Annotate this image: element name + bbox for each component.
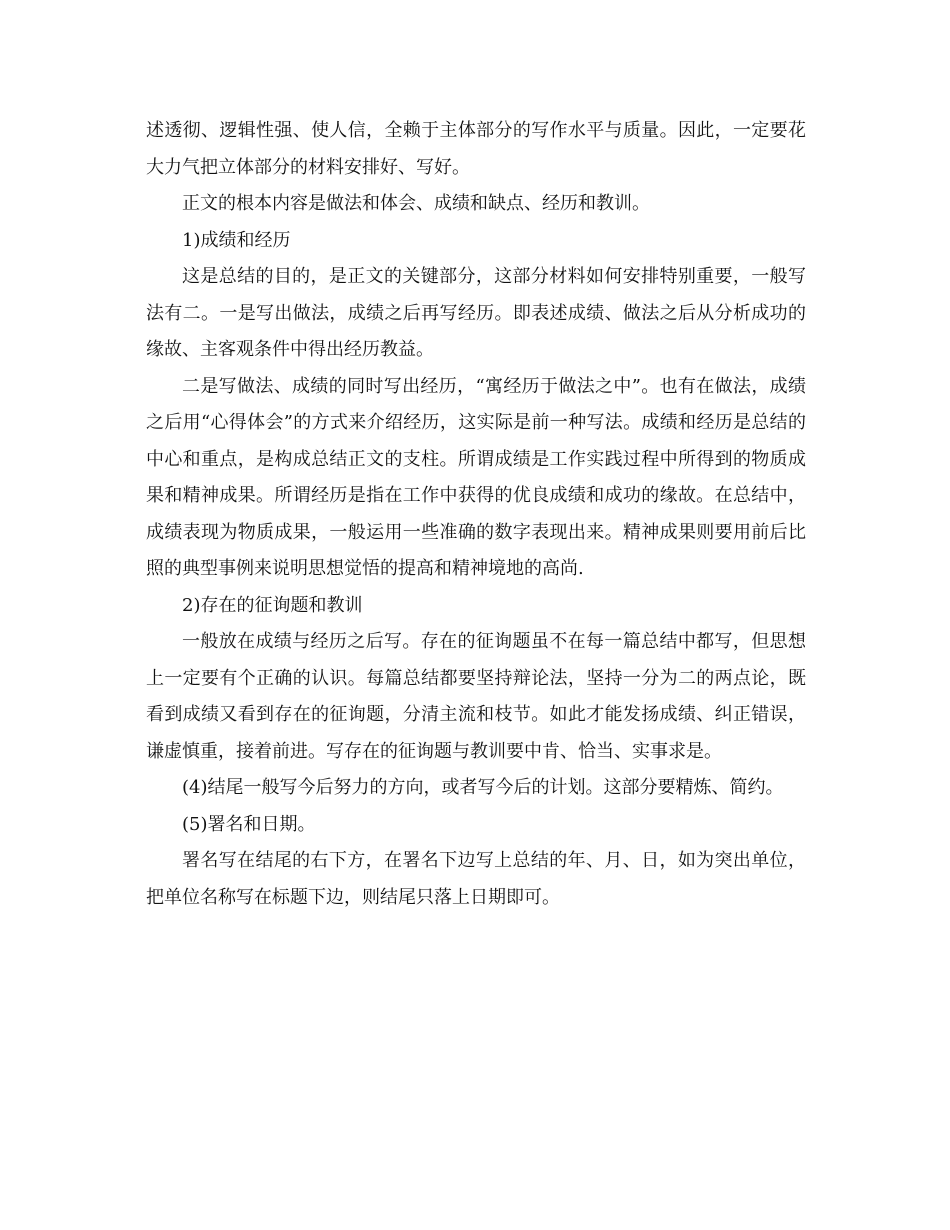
paragraph-3: 这是总结的目的，是正文的关键部分，这部分材料如何安排特别重要，一般写法有二。一是写出做法，成绩之后再写经历。即表述成绩、做法之后从分析成功的缘故、主客观条件中得出经历教益。	[146, 266, 806, 360]
paragraph-8: 署名写在结尾的右下方，在署名下边写上总结的年、月、日，如为突出单位，把单位名称写在标题下边，则结尾只落上日期即可。	[146, 850, 806, 908]
paragraph-6: (4)结尾一般写今后努力的方向，或者写今后的计划。这部分要精炼、简约。	[182, 777, 784, 798]
paragraph-4: 二是写做法、成绩的同时写出经历，“寓经历于做法之中”。也有在做法，成绩之后用“心得体会”的方式来介绍经历，这实际是前一种写法。成绩和经历是总结的中心和重点，是构成总结正文的支柱。所谓成绩是工作实践过程中所得到的物质成果和精神成果。所谓经历是指在工作中获得的优良成绩和成功的缘故。在总结中，成绩表现为物质成果，一般运用一些准确的数字表现出来。精神成果则要用前后比照的典型事例来说明思想觉悟的提高和精神境地的高尚.	[146, 375, 806, 579]
paragraph-5: 一般放在成绩与经历之后写。存在的征询题虽不在每一篇总结中都写，但思想上一定要有个正确的认识。每篇总结都要坚持辩论法，坚持一分为二的两点论，既看到成绩又看到存在的征询题，分清主流和枝节。如此才能发扬成绩、纠正错误，谦虚慎重，接着前进。写存在的征询题与教训要中肯、恰当、实事求是。	[146, 631, 806, 762]
section-heading-problems: 2)存在的征询题和教训	[182, 594, 363, 616]
paragraph-2: 正文的根本内容是做法和体会、成绩和缺点、经历和教训。	[182, 193, 650, 214]
paragraph-7: (5)署名和日期。	[182, 813, 316, 835]
paragraph-1: 述透彻、逻辑性强、使人信，全赖于主体部分的写作水平与质量。因此，一定要花大力气把立体部分的材料安排好、写好。	[146, 120, 806, 178]
section-heading-achievements: 1)成绩和经历	[182, 229, 291, 251]
document-page	[146, 113, 806, 916]
